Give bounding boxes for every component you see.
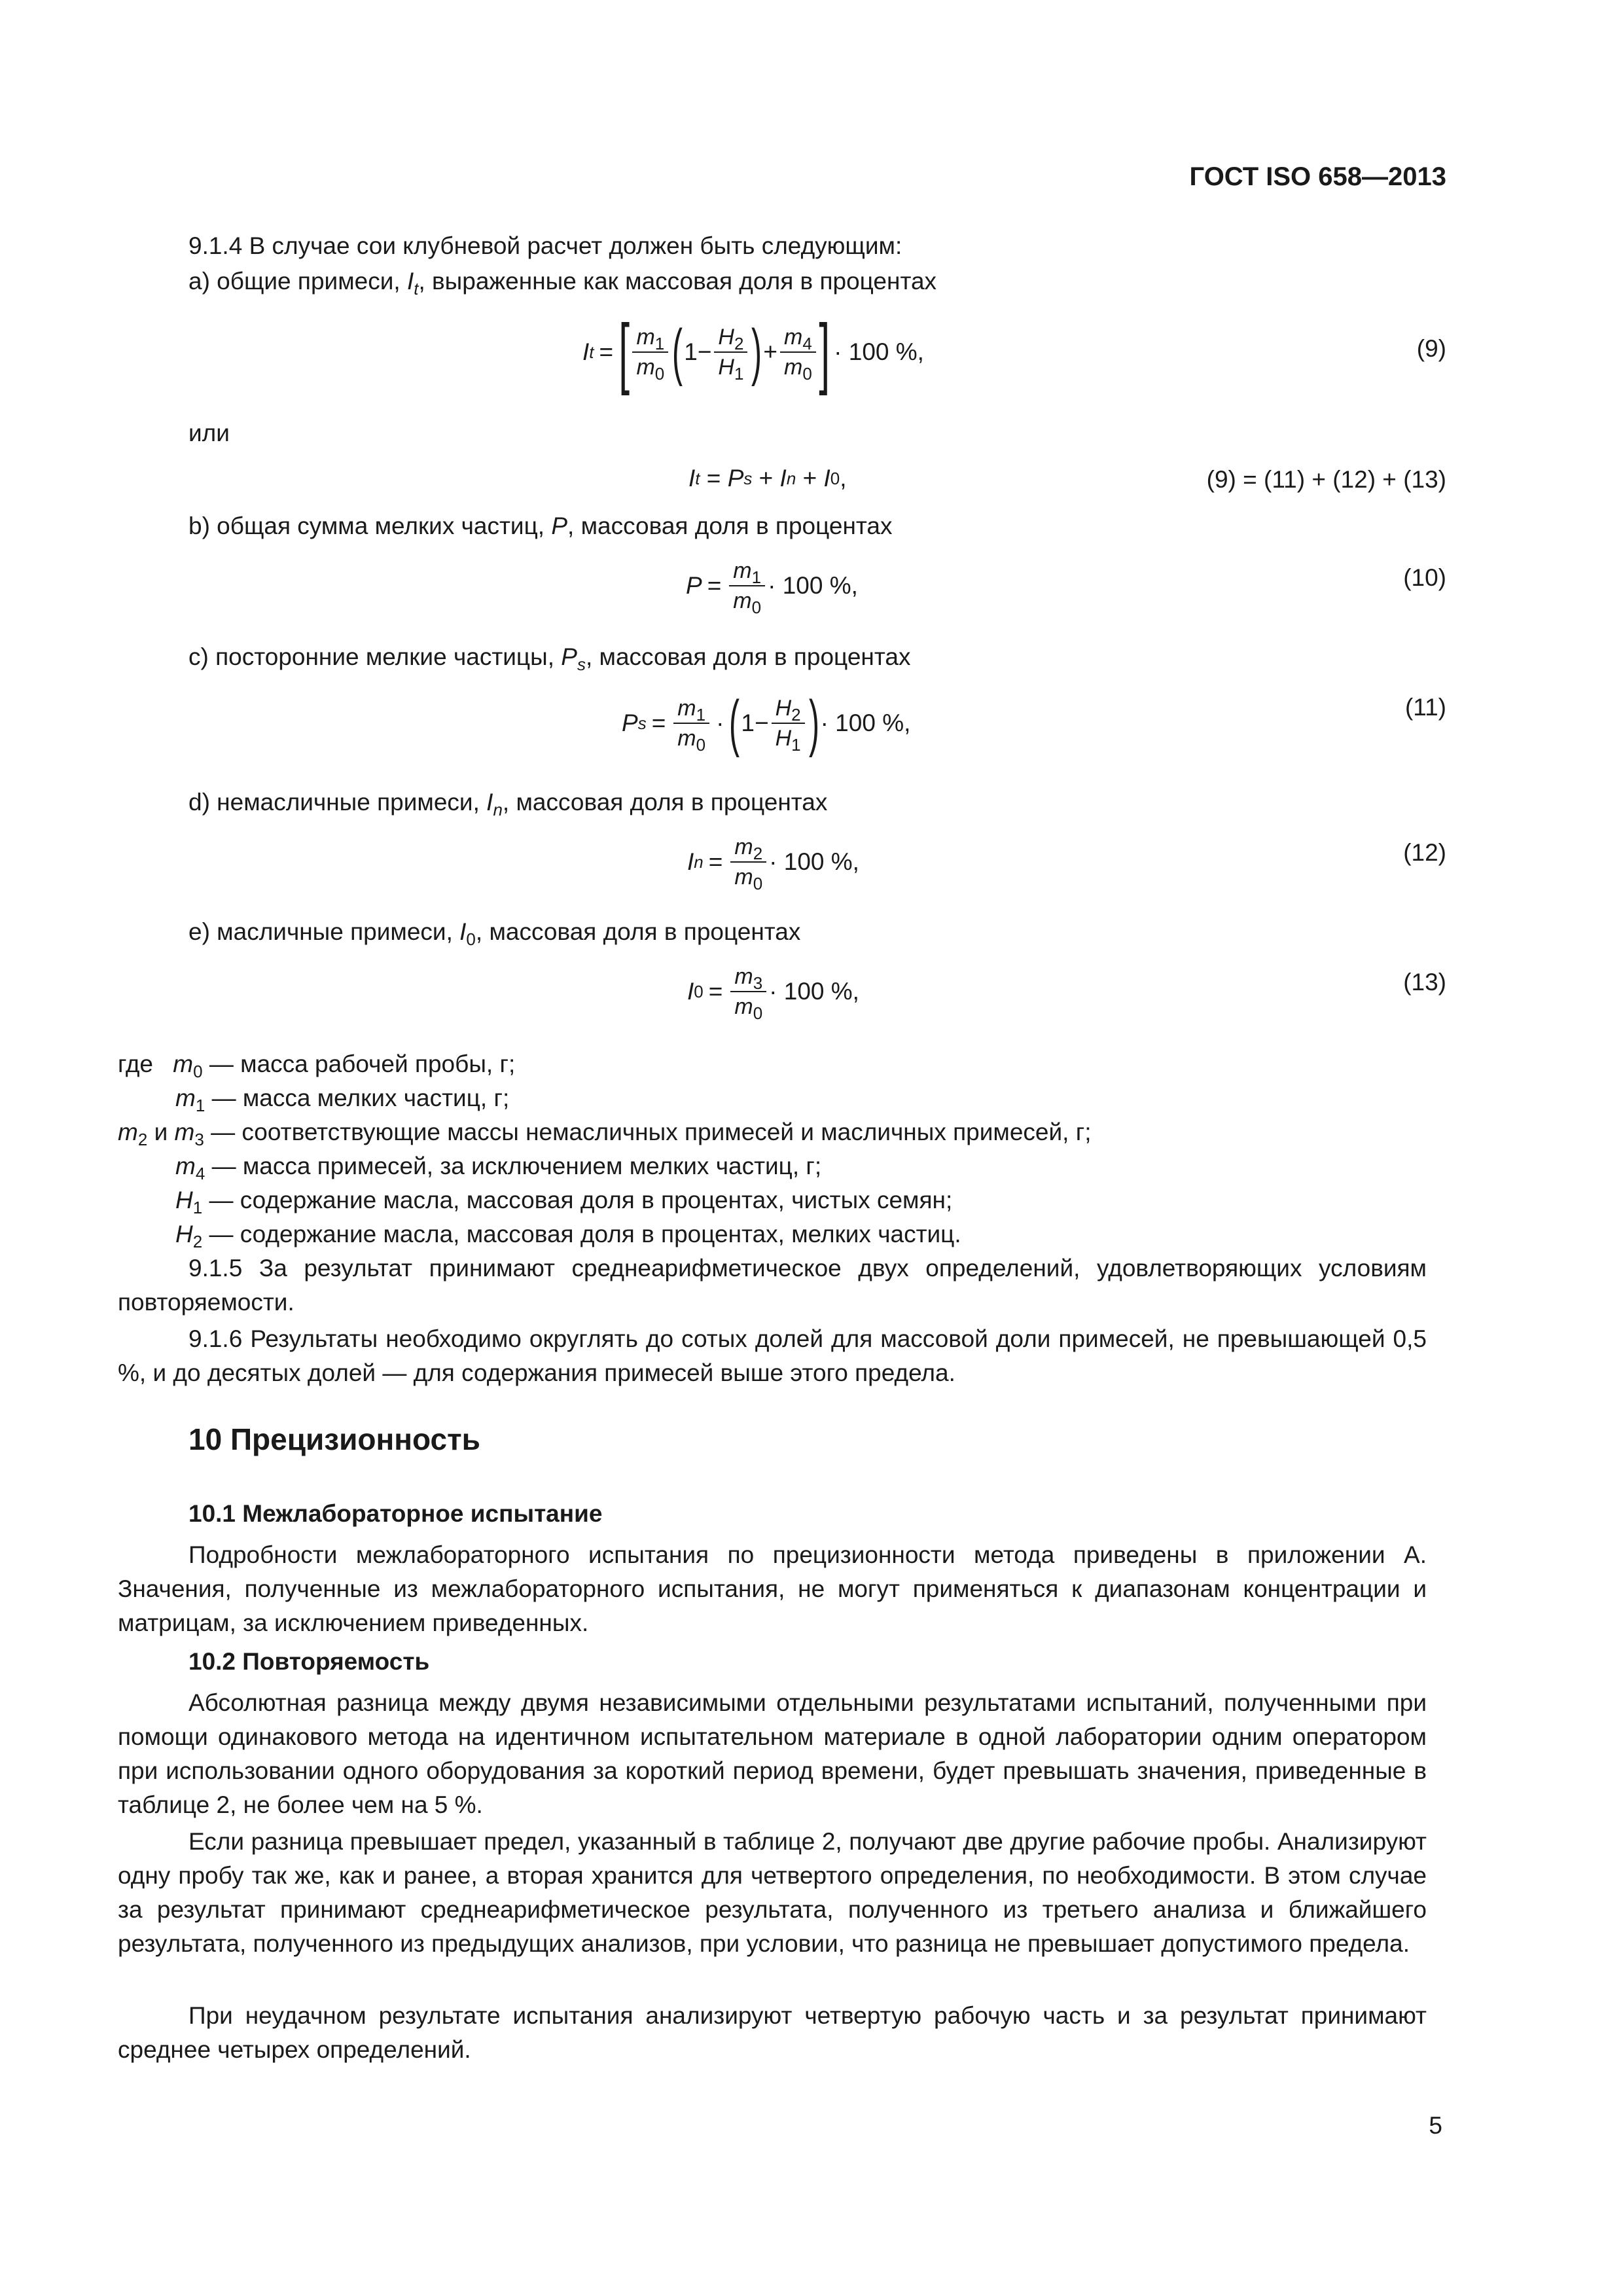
eq10-frac [729,556,765,615]
eq10-m1-sub: 1 [751,567,762,587]
clause-9-1-6: 9.1.6 Результаты необходимо округлять до сотых долей для массовой доли примесей, не превышающей 0,5 %, и до десятых долей — для содержания примесей выше этого предела. [118,1325,1427,1386]
item-b-label: b) общая сумма мелких частиц, [188,512,552,539]
equation-12: I n = $\frac{m_2}{m_0}$ · 100 %, [687,826,859,898]
eq11-hundred: · 100 %, [820,709,911,736]
equation-13-number: (13) [1403,969,1446,996]
eq11-frac-H2-H1 [772,694,805,753]
equation-10-number: (10) [1403,564,1446,591]
eq11-m0-m: m [677,726,696,751]
eq9-frac-m1-m0 [632,323,668,382]
eq13-frac [730,962,766,1021]
eq9-plus: + [763,338,778,365]
glossary-m2-sym: m [118,1119,138,1145]
item-d-label: d) немасличные примеси, [188,789,487,816]
glossary-H1 [175,1183,952,1217]
glossary-m1-sym: m [175,1085,196,1111]
eq12-hundred: · 100 %, [769,848,859,875]
glossary-m3-sym: m [174,1119,195,1145]
glossary-m0 [118,1047,515,1081]
eq11-m0-sub: 0 [696,735,706,755]
glossary-m23-desc: — соответствующие массы немасличных примесей и масличных примесей, г; [211,1119,1092,1145]
eq12-m2-sub: 2 [753,844,763,863]
eq11-one-minus: 1− [741,709,769,736]
glossary-m0-desc: — масса рабочей пробы, г; [209,1050,516,1077]
page-number: 5 [1429,2112,1442,2139]
eq9-H1-sub: 1 [734,363,744,384]
eq13-m0-m: m [734,994,753,1019]
item-e [188,915,800,949]
eq11-equals: = [651,709,666,736]
eq9-m0-m: m [636,354,655,380]
clause-9-1-5: 9.1.5 За результат принимают среднеарифметическое двух определений, удовлетворяющих условиям повторяемости. [118,1255,1427,1316]
item-c-var: P [561,643,577,670]
eq13-I: I [687,978,694,1005]
eq11-H2-sub: 2 [791,705,801,725]
glossary-m0-sym: m [173,1050,194,1077]
eq9-rparen: ) [751,316,762,387]
glossary-H1-sym: H [175,1187,193,1213]
item-a-var: I [406,268,414,295]
eq9-m4-m: m [784,324,803,350]
eq9-equals: = [599,338,614,365]
glossary-m0-sub: 0 [193,1062,203,1081]
glossary-m1-desc: — масса мелких частиц, г; [211,1085,510,1111]
eq13-equals: = [708,978,723,1005]
eq9-one-minus: 1− [684,338,712,365]
eq11-P: P [622,709,638,736]
glossary-and: и [147,1119,175,1145]
item-c-label: c) посторонние мелкие частицы, [188,643,562,670]
item-d-var: I [486,789,493,816]
item-e-rest: , массовая доля в процентах [475,918,801,945]
section-10-2-para-1: Абсолютная разница между двумя независимыми отдельными результатами испытаний, полученными при помощи одинакового метода на идентичном испытательном материале в одной лаборатории одним оператором при использовании одного оборудования за короткий период времени, будет превышать значения, приведенные в таблице 2, не более чем на 5 %. [118,1689,1427,1818]
equation-9-number: (9) [1416,335,1446,362]
item-b [188,509,893,543]
eq13-m0-sub: 0 [753,1003,763,1023]
eq9b-plus2: + [796,465,824,492]
glossary-m4-sym: m [175,1153,196,1179]
item-a-rest: , выраженные как массовая доля в процентах [418,268,937,295]
item-e-var: I [459,918,467,945]
eq12-equals: = [708,848,723,875]
eq9-I: I [582,338,590,365]
eq11-rparen: ) [808,688,819,758]
eq12-m0-m: m [734,865,753,889]
eq10-P: P [686,572,702,599]
equation-11: P s = $\frac{m_1}{m_0}$ · ( 1− $\frac{H_2}{H_1}$ ) · 100 %, [622,688,911,758]
eq11-m1-m: m [677,696,696,721]
eq12-frac [730,833,766,891]
or-text: или [188,420,230,446]
eq10-hundred: · 100 %, [768,572,858,599]
section-10-2-para-2: Если разница превышает предел, указанный в таблице 2, получают две другие рабочие пробы. Анализируют одну пробу так же, как и ранее, а вторая хранится для четвертого определения, по необходимости. В этом случае за результат принимают среднеарифметическое результата, полученного из третьего анализа и ближайшего результата, полученного из предыдущих анализов, при условии, что разница не превышает допустимого предела. [118,1828,1427,1957]
eq9b-P: P [727,465,744,492]
glossary-m3-sub: 3 [194,1130,204,1149]
eq10-m0-sub: 0 [751,598,762,617]
item-c [188,640,910,674]
eq11-lparen: ( [729,688,740,758]
eq11-H1-H: H [775,726,792,751]
eq12-m2-m: m [734,834,753,859]
eq9-frac-H2-H1 [714,323,747,382]
item-c-rest: , массовая доля в процентах [585,643,911,670]
glossary-m2-m3 [118,1115,1091,1149]
equation-9-sum-number: (9) = (11) + (12) + (13) [1206,466,1446,493]
eq9-m4-sub: 4 [802,333,812,353]
eq13-hundred: · 100 %, [769,978,859,1005]
eq12-I: I [687,848,694,875]
glossary-m1-sub: 1 [195,1096,205,1115]
eq9b-I0: I [823,465,830,492]
eq9-hundred: · 100 %, [834,338,924,365]
eq9-rbracket: ] [819,308,830,396]
glossary-H2-desc: — содержание масла, массовая доля в процентах, мелких частиц. [209,1221,961,1247]
eq9-H2-H: H [718,324,734,350]
eq9-H1-H: H [718,354,734,380]
eq9b-I: I [688,465,696,492]
item-b-var: P [551,512,568,539]
glossary-H1-desc: — содержание масла, массовая доля в процентах, чистых семян; [209,1187,953,1213]
equation-11-number: (11) [1404,694,1446,721]
glossary-m4-sub: 4 [195,1164,205,1183]
item-b-rest: , массовая доля в процентах [567,512,893,539]
section-10-1-text: Подробности межлабораторного испытания по прецизионности метода приведены в приложении А. Значения, полученные из межлабораторного испытания, не могут применяться к диапазонам концентрации и матрицам, за исключением приведенных. [118,1541,1427,1636]
eq10-equals: = [707,572,722,599]
section-10-title: 10 Прецизионность [188,1422,480,1456]
equation-9-sum: I t = P s + I n + I 0 , [688,465,847,492]
glossary-where: где [118,1050,154,1077]
equation-10 [686,550,858,622]
eq11-frac-m1-m0 [673,694,709,753]
item-d-rest: , массовая доля в процентах [502,789,828,816]
equation-13: I 0 = $\frac{m_3}{m_0}$ · 100 %, [687,956,859,1028]
eq9-m0-sub: 0 [654,363,665,384]
eq10-m1-m: m [733,558,752,583]
glossary-H2-sub: 2 [192,1232,203,1251]
eq13-m3-m: m [734,964,753,989]
equation-12-number: (12) [1403,839,1446,866]
eq12-m0-sub: 0 [753,874,763,893]
glossary-m4 [175,1149,821,1183]
eq9b-In: I [779,465,787,492]
eq10-m0-m: m [733,588,752,613]
section-10-1-title: 10.1 Межлабораторное испытание [188,1500,603,1527]
eq9-lbracket: [ [618,308,630,396]
eq9b-equals: = [700,465,728,492]
item-a [188,264,936,298]
section-10-2-para-3: При неудачном результате испытания анализируют четвертую рабочую часть и за результат принимают среднее четырех определений. [118,2002,1427,2063]
item-c-sub: s [577,655,586,674]
eq9-H2-sub: 2 [734,333,744,353]
clause-9-1-4-intro: 9.1.4 В случае сои клубневой расчет должен быть следующим: [188,232,902,259]
eq11-H1-sub: 1 [791,735,801,755]
eq9b-plus1: + [752,465,780,492]
document-id: ГОСТ ISO 658—2013 [1189,162,1446,191]
item-d [188,785,827,819]
equation-9: I t = [ $\frac{m_1}{m_0}$ ( 1− $\frac{H_2}{H_1}$ ) + $\frac{m_4}{m_0}$ ] · 100 %, [582,308,924,396]
item-e-sub: 0 [466,929,476,949]
glossary-H2 [175,1217,961,1251]
glossary-H1-sub: 1 [192,1198,203,1217]
section-10-2-title: 10.2 Повторяемость [188,1648,430,1675]
eq11-m1-sub: 1 [696,705,706,725]
item-a-label: a) общие примеси, [188,268,407,295]
glossary-m2-sub: 2 [137,1130,148,1149]
eq13-m3-sub: 3 [753,973,763,993]
glossary-H2-sym: H [175,1221,193,1247]
eq9b-comma: , [840,465,847,492]
glossary-m1 [175,1081,509,1115]
eq9-m1-m: m [636,324,655,350]
eq9-m1-sub: 1 [654,333,665,353]
glossary-m4-desc: — масса примесей, за исключением мелких частиц, г; [211,1153,822,1179]
eq9-m0b-m: m [784,354,803,380]
eq9-m0b-sub: 0 [802,363,812,384]
item-a-sub: t [414,279,419,298]
eq9-lparen: ( [672,316,683,387]
eq9-frac-m4-m0 [780,323,816,382]
eq11-H2-H: H [775,696,792,721]
item-e-label: e) масличные примеси, [188,918,460,945]
item-d-sub: n [493,800,503,819]
